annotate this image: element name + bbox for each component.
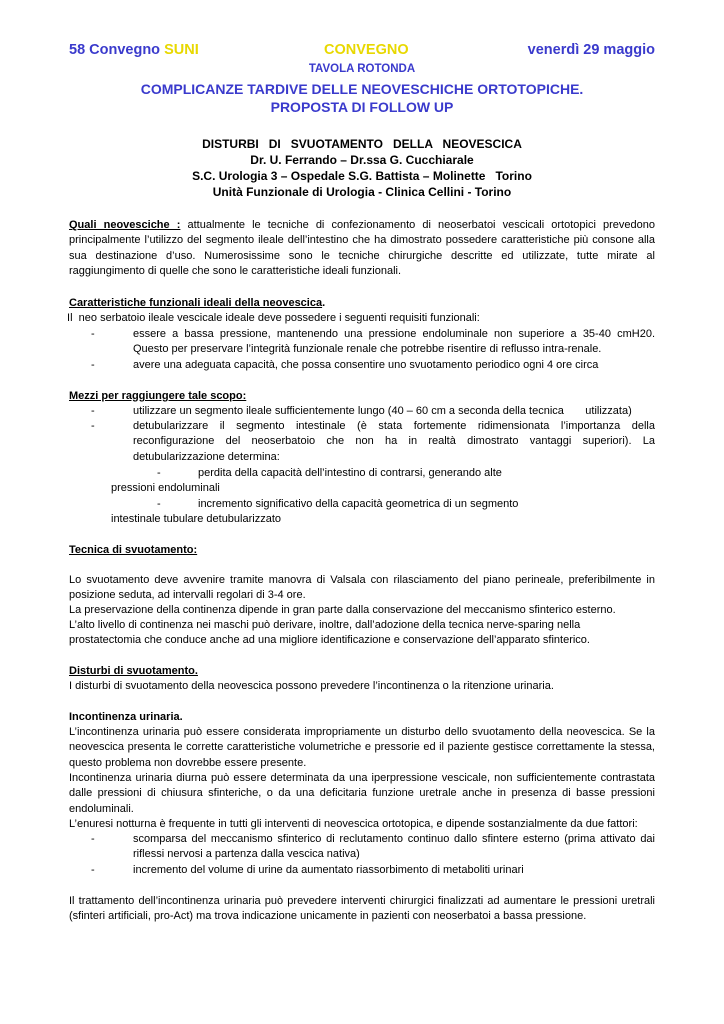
incontinenza-paragraph-3: L’enuresi notturna è frequente in tutti gli interventi di neovescica ortotopica, e dipende sostanzialmente da due fattori: — [69, 818, 638, 830]
sublist-item-continuation: pressioni endoluminali — [111, 482, 220, 494]
list-item: essere a bassa pressione, mantenendo una pressione endoluminale non superiore a 35-40 cmH20. Questo per preservare l’integrità funzionale renale che potrebbe risentire di reflusso intra-renale. — [133, 328, 655, 356]
list-dash: - — [91, 328, 95, 340]
caratteristiche-intro: Il neo serbatoio ileale vescicale ideale deve possedere i seguenti requisiti funzionali: — [64, 312, 480, 324]
sublist-item: incremento significativo della capacità geometrica di un segmento — [198, 498, 519, 510]
convegno-label: CONVEGNO — [324, 42, 409, 58]
tecnica-paragraph-3: L’alto livello di continenza nei maschi può derivare, inoltre, dall’adozione della tecnica nerve-sparing nella prostatectomia che conduce anche ad una migliore identificazione e conservazione dell’apparato sfinterico. — [69, 619, 590, 647]
session-title: COMPLICANZE TARDIVE DELLE NEOVESCHICHE ORTOTOPICHE. PROPOSTA DI FOLLOW UP — [140, 81, 584, 115]
sublist-dash: - — [157, 498, 161, 510]
mezzi-heading: Mezzi per raggiungere tale scopo: — [69, 390, 247, 402]
list-dash: - — [91, 864, 95, 876]
session-label: TAVOLA ROTONDA — [308, 63, 416, 75]
conference-header — [69, 42, 655, 62]
tecnica-paragraph-2: La preservazione della continenza dipende in gran parte dalla conservazione del meccanismo sfinterico esterno. — [69, 604, 616, 616]
list-item: utilizzare un segmento ileale sufficientemente lungo (40 – 60 cm a seconda della tecnica utilizzata) — [133, 405, 632, 417]
incontinenza-paragraph-1: L’incontinenza urinaria può essere considerata impropriamente un disturbo dello svuotamento della neovescica. Se la neovescica presenta le corrette caratteristiche volumetriche e pressorie ed il paziente gestisce correttamente la stessa, questo problema non dovrebbe essere presente. — [69, 726, 655, 769]
conference-number: 58 Convegno SUNI — [69, 42, 199, 58]
list-item: incremento del volume di urine da aumentato riassorbimento di metaboliti urinari — [133, 864, 524, 876]
tecnica-heading: Tecnica di svuotamento: — [69, 544, 198, 556]
talk-title: DISTURBI DI SVUOTAMENTO DELLA NEOVESCICA — [202, 137, 522, 151]
quali-label: Quali neovesciche : — [69, 219, 181, 231]
caratteristiche-heading: Caratteristiche funzionali ideali della neovescica. — [69, 297, 326, 309]
list-dash: - — [91, 359, 95, 371]
list-dash: - — [91, 405, 95, 417]
sublist-item: perdita della capacità dell’intestino di contrarsi, generando alte — [198, 467, 502, 479]
incontinenza-paragraph-2: Incontinenza urinaria diurna può essere determinata da una iperpressione vescicale, non sufficientemente contrastata dalle pressioni di chiusura sfinteriche, o da una deficitaria funzione uretrale anche in presenza di basse pressioni endoluminali. — [69, 772, 655, 815]
list-dash: - — [91, 833, 95, 845]
list-dash: - — [91, 420, 95, 432]
sublist-dash: - — [157, 467, 161, 479]
conference-date: venerdì 29 maggio — [527, 42, 655, 58]
talk-authors: Dr. U. Ferrando – Dr.ssa G. Cucchiarale — [250, 153, 474, 167]
talk-affiliation-1: S.C. Urologia 3 – Ospedale S.G. Battista – Molinette Torino — [192, 169, 532, 183]
tecnica-paragraph-1: Lo svuotamento deve avvenire tramite manovra di Valsala con rilasciamento del piano perineale, preferibilmente in posizione seduta, ad intervalli regolari di 3-4 ore. — [69, 574, 655, 602]
quali-paragraph: Quali neovesciche : attualmente le tecniche di confezionamento di neoserbatoi vescicali ortotopici prevedono principalmente l’utilizzo del segmento ileale dell’intestino che ha dimostrato possedere caratteristiche più consone alla sua destinazione d’uso. Numerosissime sono le tecniche chirurgiche descritte ed utilizzate, tutte mirate al raggiungimento di quelle che sono le caratteristiche ideali funzionali. — [69, 219, 655, 277]
incontinenza-heading: Incontinenza urinaria. — [69, 711, 183, 723]
talk-affiliation-2: Unità Funzionale di Urologia - Clinica Cellini - Torino — [212, 185, 512, 199]
sublist-item-continuation: intestinale tubulare detubularizzato — [111, 513, 282, 525]
suni-label: SUNI — [164, 42, 199, 58]
incontinenza-paragraph-4: Il trattamento dell’incontinenza urinaria può prevedere interventi chirurgici finalizzati ad aumentare le pressioni uretrali (sfinteri artificiali, pro-Act) ma trova indicazione unicamente in pazienti con neoserbatoi a bassa pressione. — [69, 895, 655, 923]
list-item: scomparsa del meccanismo sfinterico di reclutamento continuo dallo sfintere esterno (prima attivato dai riflessi nervosi a partenza dalla vescica nativa) — [133, 833, 655, 861]
list-item: avere una adeguata capacità, che possa consentire uno svuotamento periodico ogni 4 ore circa — [133, 359, 599, 371]
disturbi-paragraph: I disturbi di svuotamento della neovescica possono prevedere l’incontinenza o la ritenzione urinaria. — [69, 680, 554, 692]
list-item: detubularizzare il segmento intestinale (è stata fortemente ridimensionata l’importanza della reconfigurazione del neoserbatoio che non ha in realtà dimostrato vantaggi superiori). La detubularizzazione determina: — [133, 420, 655, 463]
disturbi-heading: Disturbi di svuotamento. — [69, 665, 198, 677]
